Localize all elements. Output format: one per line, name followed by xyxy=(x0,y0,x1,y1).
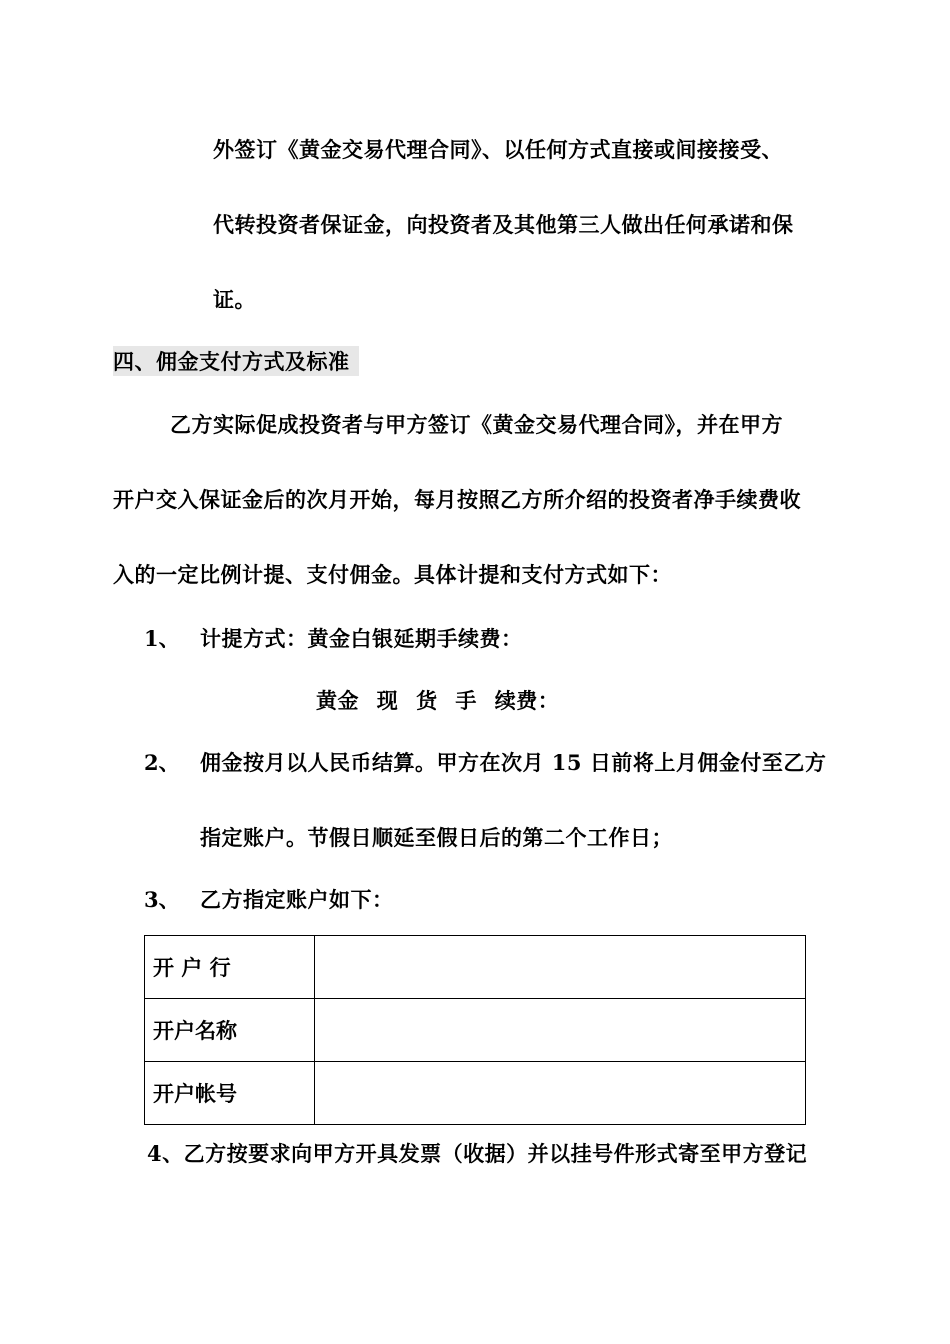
clause-three-line-1: 外签订《黄金交易代理合同》、以任何方式直接或间接接受、 xyxy=(213,137,783,162)
item-2-text-line-2: 指定账户。节假日顺延至假日后的第二个工作日； xyxy=(200,825,673,850)
item-1-number: 1、 xyxy=(144,626,180,651)
section-four-heading: 四、佣金支付方式及标准 xyxy=(113,349,350,374)
clause-three-line-2: 代转投资者保证金，向投资者及其他第三人做出任何承诺和保 xyxy=(213,212,794,237)
item-3-number: 3、 xyxy=(144,887,180,912)
table-row xyxy=(145,936,806,999)
item-4-text: 4、乙方按要求向甲方开具发票（收据）并以挂号件形式寄至甲方登记 xyxy=(147,1141,808,1166)
section-four-paragraph-line-1: 乙方实际促成投资者与甲方签订《黄金交易代理合同》，并在甲方 xyxy=(170,412,783,437)
item-2-text-line-1: 佣金按月以人民币结算。甲方在次月 15 日前将上月佣金付至乙方 xyxy=(200,750,827,775)
table-row xyxy=(145,999,806,1062)
account-table xyxy=(144,935,806,1125)
item-2-number: 2、 xyxy=(144,750,180,775)
clause-three-line-3: 证。 xyxy=(213,287,256,312)
section-four-paragraph-line-3: 入的一定比例计提、支付佣金。具体计提和支付方式如下： xyxy=(113,562,672,587)
account-name-value xyxy=(315,999,806,1062)
item-3-text: 乙方指定账户如下： xyxy=(200,887,394,912)
item-1-subline: 黄金 现 货 手 续费： xyxy=(316,688,560,713)
account-number-label: 开户帐号 xyxy=(145,1062,315,1125)
bank-value xyxy=(315,936,806,999)
account-number-value xyxy=(315,1062,806,1125)
account-name-label: 开户名称 xyxy=(145,999,315,1062)
table-row xyxy=(145,1062,806,1125)
item-1-text: 计提方式：黄金白银延期手续费： xyxy=(200,626,523,651)
section-four-paragraph-line-2: 开户交入保证金后的次月开始，每月按照乙方所介绍的投资者净手续费收 xyxy=(113,487,801,512)
bank-label: 开 户 行 xyxy=(145,936,315,999)
